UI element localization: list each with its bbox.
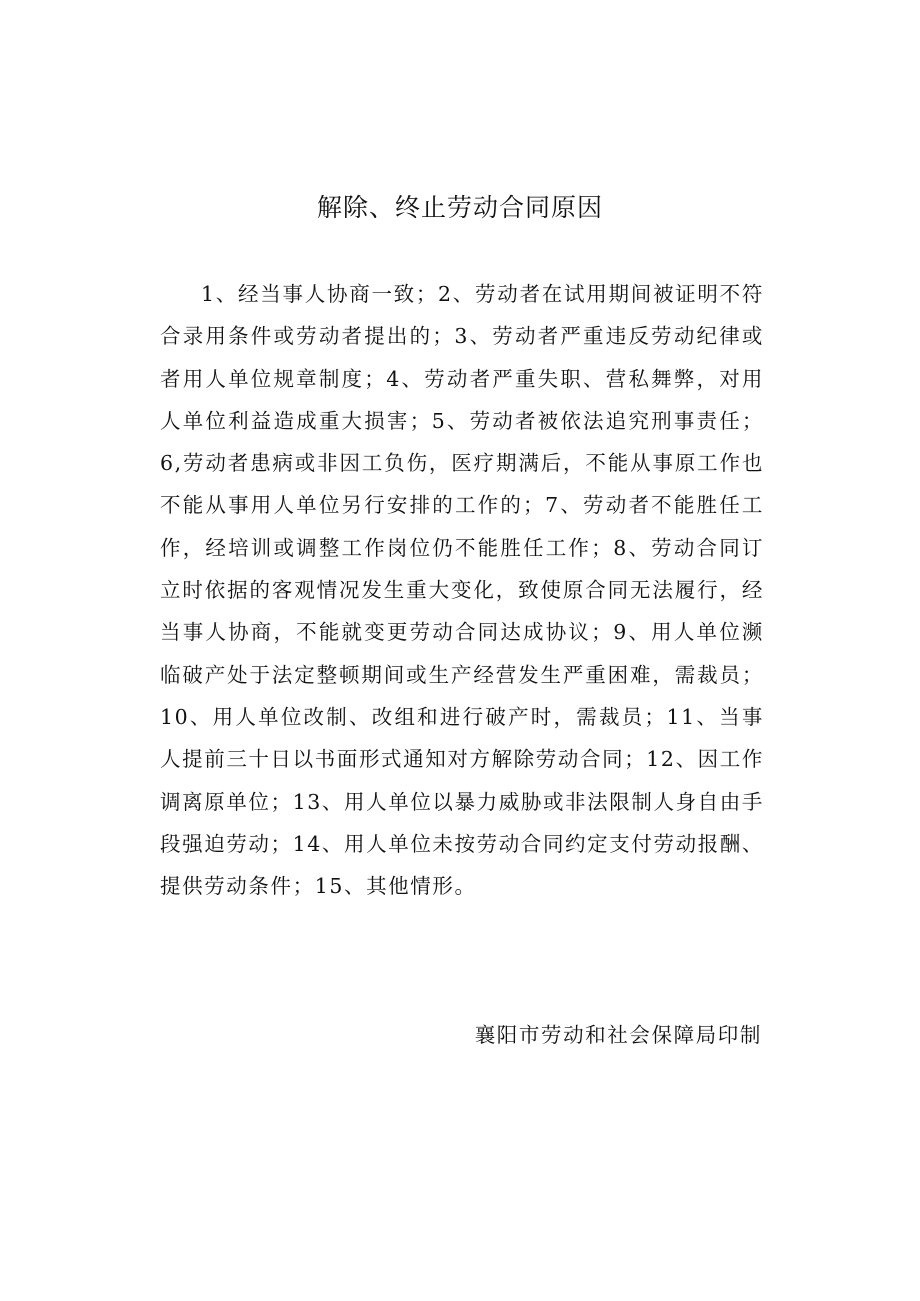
document-footer: 襄阳市劳动和社会保障局印制 bbox=[474, 1023, 762, 1047]
document-body: 1、经当事人协商一致；2、劳动者在试用期间被证明不符合录用条件或劳动者提出的；3、劳动者严重违反劳动纪律或者用人单位规章制度；4、劳动者严重失职、营私舞弊，对用人单位利益造成重大损害；5、劳动者被依法追究刑事责任；6,劳动者患病或非因工负伤，医疗期满后，不能从事原工作也不能从事用人单位另行安排的工作的；7、劳动者不能胜任工作，经培训或调整工作岗位仍不能胜任工作；8、劳动合同订立时依据的客观情况发生重大变化，致使原合同无法履行，经当事人协商，不能就变更劳动合同达成协议；9、用人单位濒临破产处于法定整顿期间或生产经营发生严重困难，需裁员；10、用人单位改制、改组和进行破产时，需裁员；11、当事人提前三十日以书面形式通知对方解除劳动合同；12、因工作调离原单位；13、用人单位以暴力威胁或非法限制人身自由手段强迫劳动；14、用人单位未按劳动合同约定支付劳动报酬、提供劳动条件；15、其他情形。 bbox=[160, 282, 764, 899]
document-title: 解除、终止劳动合同原因 bbox=[316, 193, 603, 222]
